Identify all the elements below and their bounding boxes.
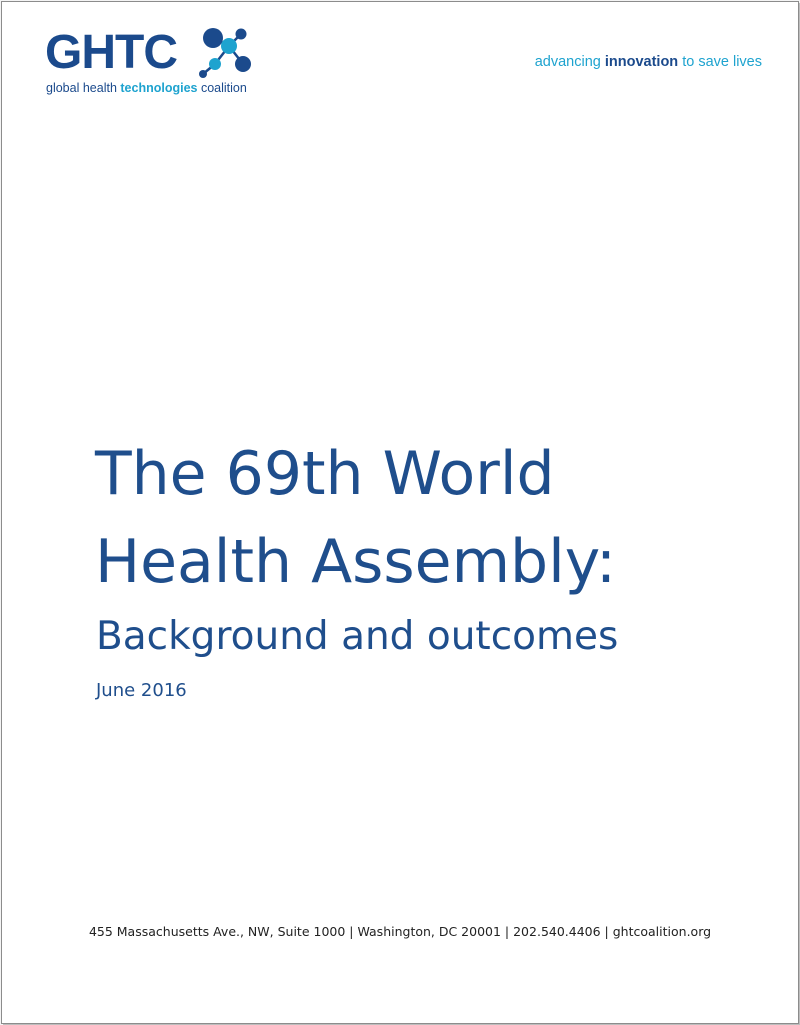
- document-title: [95, 430, 616, 606]
- document-date: June 2016: [96, 680, 187, 701]
- title-line-1: The 69th World: [95, 439, 555, 509]
- tagline: advancing innovation to save lives: [534, 54, 762, 70]
- ghtc-logo: [45, 24, 255, 99]
- molecule-network-icon: [195, 24, 255, 80]
- title-line-2: Health Assembly:: [95, 527, 617, 597]
- document-subtitle: Background and outcomes: [96, 614, 619, 659]
- logo-subtitle: global health technologies coalition: [46, 81, 247, 95]
- footer-address: 455 Massachusetts Ave., NW, Suite 1000 | Washington, DC 20001 | 202.540.4406 | ghtcoalition.org: [88, 924, 712, 939]
- document-page: [1, 1, 799, 1024]
- logo-wordmark: GHTC: [45, 26, 177, 79]
